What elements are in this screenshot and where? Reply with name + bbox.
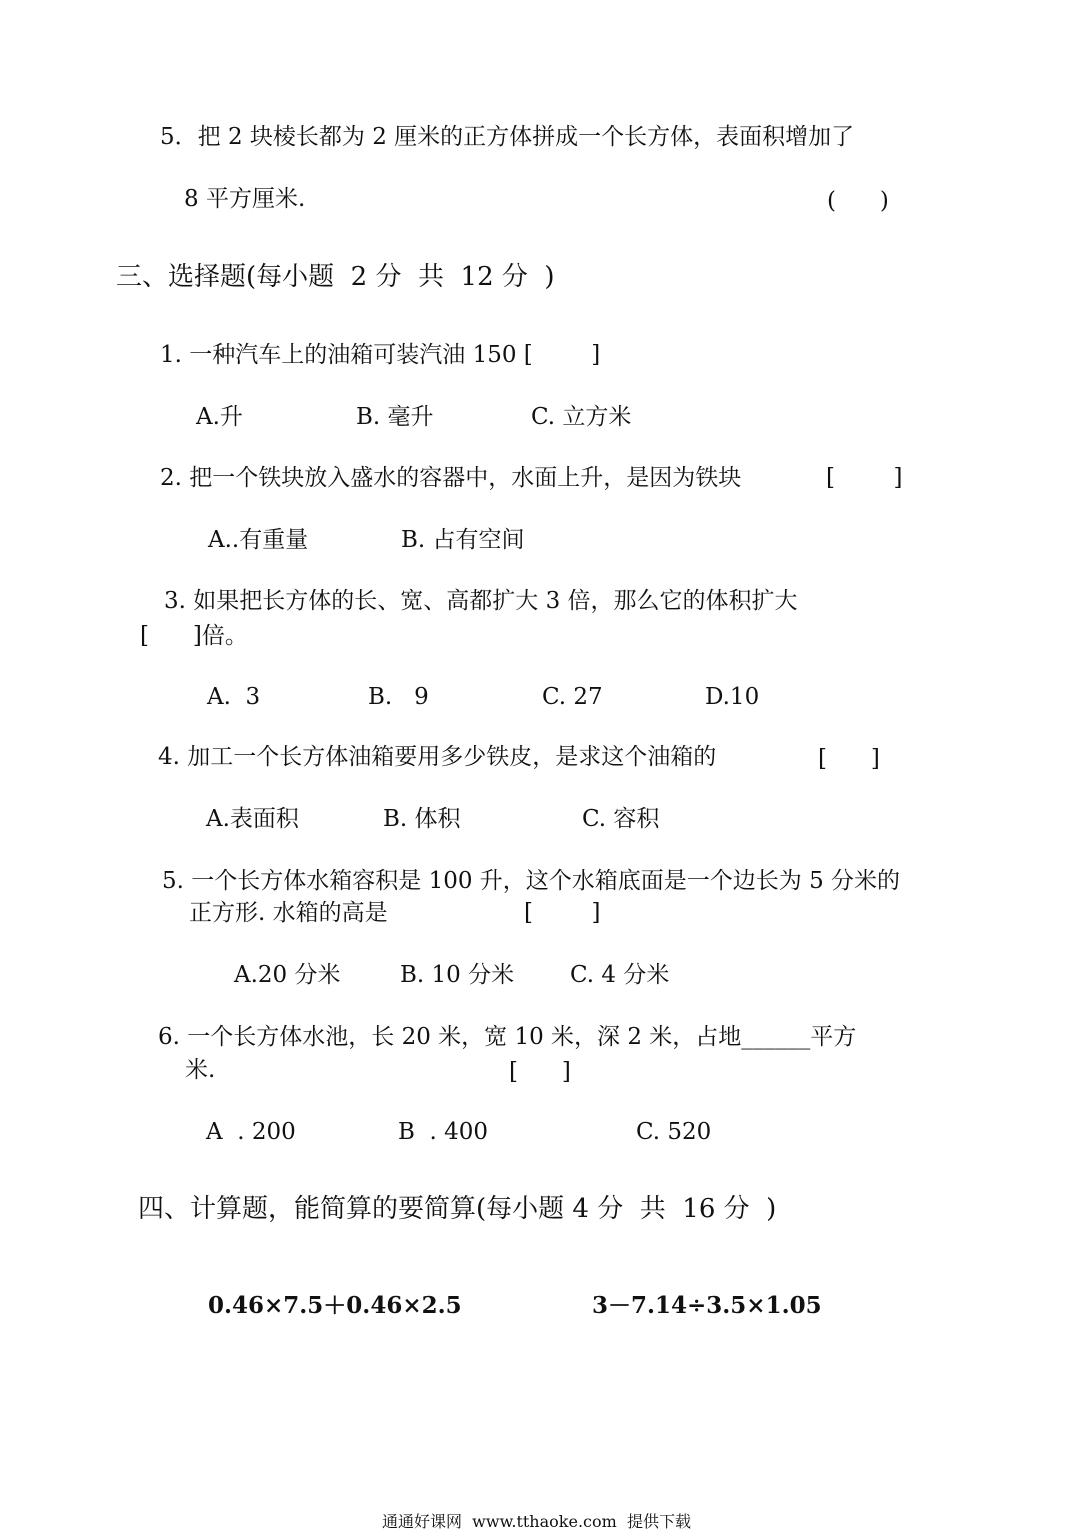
q6-stem-cont: 米. <box>185 1057 216 1083</box>
judgement-q5-line2: 8 平方厘米. <box>184 186 306 212</box>
footer-text: 通通好课网 www.tthaoke.com 提供下载 <box>382 1512 691 1531</box>
q5-option-b: B. 10 分米 <box>400 962 515 988</box>
q4-option-b: B. 体积 <box>383 806 461 832</box>
section4-heading: 四、计算题，能简算的要简算(每小题 4 分 共 16 分 ) <box>138 1194 777 1224</box>
q6-option-a: A . 200 <box>206 1119 296 1145</box>
q5-option-c: C. 4 分米 <box>570 962 670 988</box>
q5-option-a: A.20 分米 <box>234 962 341 988</box>
q4-option-a: A.表面积 <box>206 806 299 832</box>
q3-stem: 3. 如果把长方体的长、宽、高都扩大 3 倍，那么它的体积扩大 <box>164 588 798 614</box>
q4-stem: 4. 加工一个长方体油箱要用多少铁皮，是求这个油箱的 <box>158 744 717 770</box>
q1-option-b: B. 毫升 <box>356 404 434 430</box>
q6-option-b: B . 400 <box>398 1119 489 1145</box>
q2-stem: 2. 把一个铁块放入盛水的容器中，水面上升，是因为铁块 <box>160 465 742 491</box>
q5-stem: 5. 一个长方体水箱容积是 100 升，这个水箱底面是一个边长为 5 分米的 <box>162 868 901 894</box>
q3-option-b: B. 9 <box>368 684 429 710</box>
q3-option-a: A. 3 <box>207 684 261 710</box>
q4-option-c: C. 容积 <box>582 806 660 832</box>
q3-option-c: C. 27 <box>542 684 603 710</box>
q5-stem-cont: 正方形. 水箱的高是 <box>189 900 388 926</box>
q6-option-c: C. 520 <box>636 1119 712 1145</box>
q2-option-b: B. 占有空间 <box>401 527 525 553</box>
q2-bracket: [ ] <box>826 465 903 491</box>
expression-1: 0.46×7.5＋0.46×2.5 <box>208 1292 462 1319</box>
q6-stem: 6. 一个长方体水池，长 20 米，宽 10 米，深 2 米，占地______平方 <box>158 1024 857 1050</box>
q1-option-a: A.升 <box>196 404 243 430</box>
section3-heading: 三、选择题(每小题 2 分 共 12 分 ) <box>116 262 555 292</box>
q5-bracket: [ ] <box>524 900 601 926</box>
answer-paren: ( ) <box>827 188 889 214</box>
q6-bracket: [ ] <box>509 1059 571 1085</box>
q2-option-a: A..有重量 <box>208 527 309 553</box>
q1-option-c: C. 立方米 <box>531 404 632 430</box>
q4-bracket: [ ] <box>818 746 880 772</box>
q3-option-d: D.10 <box>705 684 760 710</box>
judgement-q5-line1: 5．把 2 块棱长都为 2 厘米的正方体拼成一个长方体，表面积增加了 <box>160 124 855 150</box>
q1-stem: 1. 一种汽车上的油箱可装汽油 150 [ ] <box>160 342 601 368</box>
q3-stem-cont: [ ]倍。 <box>140 623 248 649</box>
expression-2: 3－7.14÷3.5×1.05 <box>592 1292 822 1319</box>
